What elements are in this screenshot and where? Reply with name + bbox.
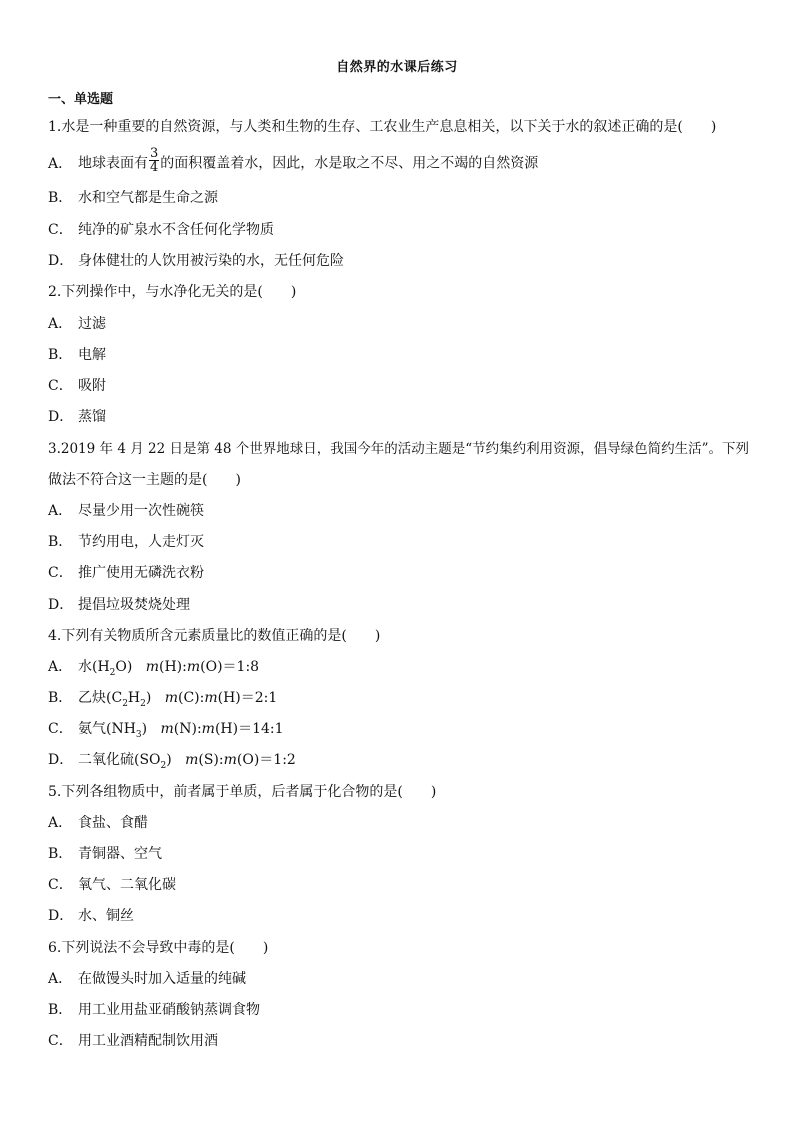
option-letter: D．	[48, 409, 74, 425]
mass-ratio-part: (S):	[198, 752, 224, 768]
question-4-option-d[interactable]	[48, 751, 748, 775]
question-1-option-a[interactable]	[48, 146, 748, 175]
option-text: 节约用电，人走灯灭	[78, 534, 204, 550]
option-letter: C．	[48, 1033, 73, 1049]
option-text: 氧气、二氧化碳	[78, 877, 176, 893]
option-letter: C．	[48, 222, 73, 238]
option-text: 的面积覆盖着水，因此，水是取之不尽、用之不竭的自然资源	[160, 155, 539, 172]
mass-symbol: m	[160, 721, 174, 737]
question-6-option-c[interactable]	[48, 1032, 748, 1050]
question-3-option-b[interactable]	[48, 533, 748, 551]
formula-mid: H	[127, 690, 141, 706]
subscript: 2	[140, 698, 146, 709]
question-4-option-a[interactable]	[48, 658, 748, 682]
option-text: 在做馒头时加入适量的纯碱	[78, 971, 246, 987]
question-2-option-b[interactable]	[48, 346, 748, 364]
option-letter: D．	[48, 752, 74, 768]
question-3-option-c[interactable]	[48, 564, 748, 582]
question-5-option-a[interactable]	[48, 814, 748, 832]
option-text: 过滤	[78, 316, 106, 332]
question-1-option-b[interactable]	[48, 189, 748, 207]
option-letter: A．	[48, 316, 73, 332]
option-letter: A．	[48, 503, 73, 519]
mass-symbol: m	[223, 752, 237, 768]
question-2-option-a[interactable]	[48, 315, 748, 333]
mass-ratio-part: (H):	[159, 659, 187, 675]
option-text: 用工业酒精配制饮用酒	[78, 1033, 218, 1049]
subscript: 2	[109, 667, 116, 678]
question-3-option-a[interactable]	[48, 502, 748, 520]
question-1-stem: 1.水是一种重要的自然资源，与人类和生物的生存、工农业生产息息相关，以下关于水的叙述正确的是( )	[48, 119, 717, 135]
option-letter: A．	[48, 815, 73, 831]
option-text: 提倡垃圾焚烧处理	[78, 597, 190, 613]
option-letter: C．	[48, 378, 73, 394]
option-letter: D．	[48, 908, 74, 924]
mass-symbol: m	[185, 752, 199, 768]
option-letter: A．	[48, 659, 73, 675]
fraction-numerator: 3	[150, 146, 159, 161]
question-1-option-d[interactable]	[48, 252, 748, 270]
question-6-option-b[interactable]	[48, 1001, 748, 1019]
question-5-option-d[interactable]	[48, 907, 748, 925]
question-4-option-b[interactable]	[48, 689, 748, 713]
mass-ratio-value: (H)＝14:1	[214, 721, 284, 737]
mass-symbol: m	[164, 690, 178, 706]
option-letter: B．	[48, 846, 73, 862]
question-4-stem: 4.下列有关物质所含元素质量比的数值正确的是( )	[48, 628, 381, 644]
question-3-stem-line-2: 做法不符合这一主题的是( )	[48, 472, 241, 488]
option-text: 身体健壮的人饮用被污染的水，无任何危险	[78, 253, 344, 269]
question-5-stem: 5.下列各组物质中，前者属于单质，后者属于化合物的是( )	[48, 784, 437, 800]
option-text: 用工业用盐亚硝酸钠蒸调食物	[78, 1002, 260, 1018]
option-text: 食盐、食醋	[78, 815, 148, 831]
option-text: 尽量少用一次性碗筷	[78, 503, 204, 519]
option-text: 水、铜丝	[78, 908, 134, 924]
formula-rest: O)	[115, 659, 133, 675]
formula-name: 二氧化硫(SO	[78, 752, 161, 768]
formula-name: 氨气(NH	[78, 721, 136, 737]
mass-ratio-part: (C):	[177, 690, 205, 706]
fraction-denominator: 4	[150, 160, 159, 175]
option-letter: C．	[48, 565, 73, 581]
option-text: 地球表面有	[78, 155, 148, 172]
option-letter: A．	[48, 155, 73, 172]
question-6-stem: 6.下列说法不会导致中毒的是( )	[48, 940, 269, 956]
option-text: 吸附	[78, 378, 106, 394]
section-heading: 一、单选题	[48, 92, 114, 107]
formula-rest: )	[166, 752, 172, 768]
subscript: 3	[135, 729, 142, 740]
option-letter: D．	[48, 253, 74, 269]
mass-ratio-part: (N):	[173, 721, 202, 737]
mass-symbol: m	[186, 659, 201, 675]
option-text: 纯净的矿泉水不含任何化学物质	[78, 222, 274, 238]
mass-symbol: m	[204, 690, 218, 706]
mass-ratio-value: (O)＝1:8	[200, 659, 260, 675]
formula-name: 乙炔(C	[78, 690, 123, 706]
question-4-option-c[interactable]	[48, 720, 748, 744]
option-letter: B．	[48, 1002, 73, 1018]
subscript: 2	[122, 698, 128, 709]
option-letter: A．	[48, 971, 73, 987]
fraction	[149, 147, 159, 174]
option-letter: B．	[48, 534, 73, 550]
option-letter: C．	[48, 877, 73, 893]
question-3-option-d[interactable]	[48, 596, 748, 614]
question-1-option-c[interactable]	[48, 221, 748, 239]
mass-ratio-value: (O)＝1:2	[236, 752, 296, 768]
option-letter: B．	[48, 190, 73, 206]
option-letter: B．	[48, 347, 73, 363]
question-3-stem-line-1: 3.2019 年 4 月 22 日是第 48 个世界地球日，我国今年的活动主题是“节约集约利用资源，倡导绿色简约生活”。下列	[48, 441, 750, 457]
option-letter: C．	[48, 721, 73, 737]
option-letter: D．	[48, 597, 74, 613]
question-2-option-c[interactable]	[48, 377, 748, 395]
question-2-stem: 2.下列操作中，与水净化无关的是( )	[48, 284, 297, 300]
option-text: 青铜器、空气	[78, 846, 162, 862]
option-text: 推广使用无磷洗衣粉	[78, 565, 204, 581]
question-2-option-d[interactable]	[48, 408, 748, 426]
page-title: 自然界的水课后练习	[336, 60, 458, 75]
formula-name: 水(H	[78, 659, 110, 675]
option-text: 蒸馏	[78, 409, 106, 425]
mass-symbol: m	[145, 659, 159, 675]
option-text: 电解	[78, 347, 106, 363]
mass-ratio-value: (H)＝2:1	[217, 690, 278, 706]
formula-rest: )	[145, 690, 152, 706]
question-6-option-a[interactable]	[48, 970, 748, 988]
option-text: 水和空气都是生命之源	[78, 190, 218, 206]
subscript: 2	[160, 760, 167, 771]
question-5-option-c[interactable]	[48, 876, 748, 894]
question-5-option-b[interactable]	[48, 845, 748, 863]
formula-rest: )	[141, 721, 148, 737]
option-letter: B．	[48, 690, 73, 706]
mass-symbol: m	[201, 721, 215, 737]
